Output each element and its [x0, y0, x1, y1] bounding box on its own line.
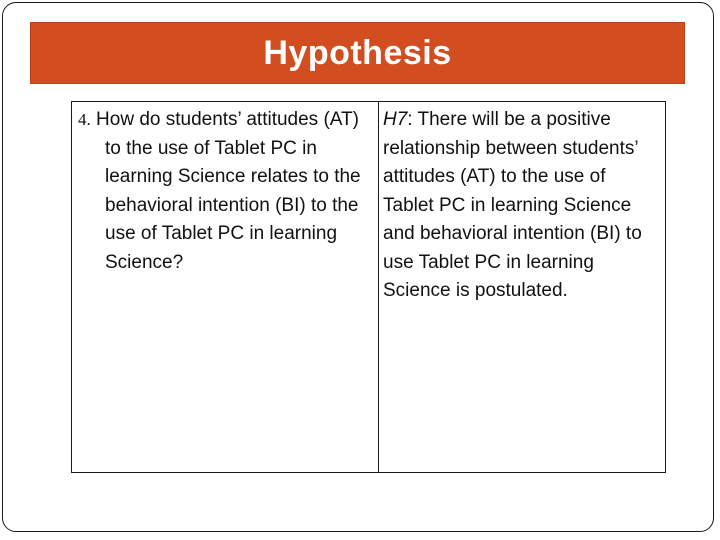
- title-bar: [30, 22, 685, 84]
- hypothesis-text: : There will be a positive relationship between students’ attitudes (AT) to the use of Tablet PC in learning Science and behavioral intention (BI) to use Tablet PC in learning Science is postulated.: [383, 109, 642, 301]
- question-number: 4.: [78, 110, 91, 129]
- research-question: [77, 106, 372, 277]
- hypothesis-table: [71, 101, 666, 473]
- hypothesis-statement: [383, 109, 642, 301]
- slide-title: Hypothesis: [263, 33, 452, 72]
- table-row: [72, 102, 666, 473]
- question-text: How do students’ attitudes (AT) to the use of Tablet PC in learning Science relates to the behavioral intention (BI) to the use of Tablet PC in learning Science?: [96, 109, 361, 273]
- hypothesis-cell: [379, 102, 666, 473]
- research-question-cell: [72, 102, 379, 473]
- hypothesis-label: H7: [383, 109, 408, 130]
